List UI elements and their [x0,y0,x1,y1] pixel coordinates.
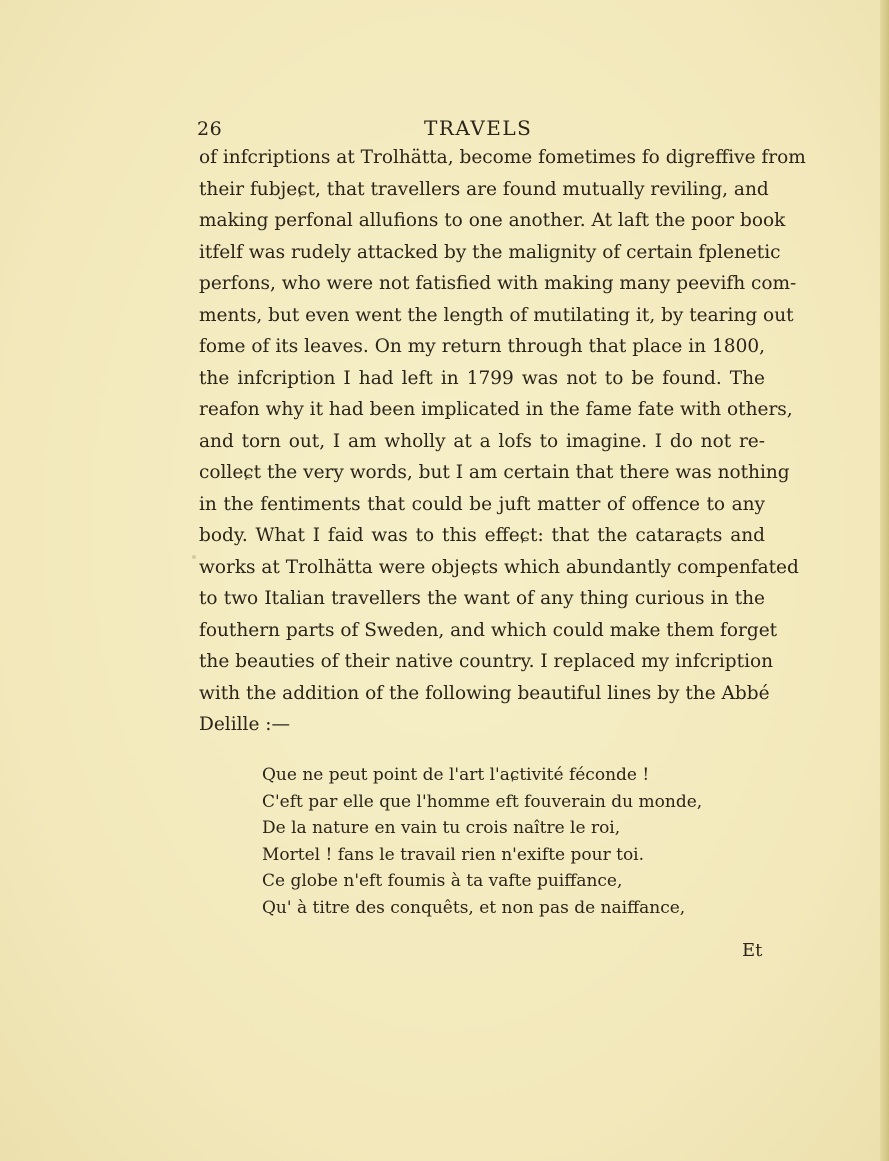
body-line: to two Italian travellers the want of any thing curious in the [199,588,765,609]
page-number: 26 [197,118,223,140]
body-line: works at Trolhätta were objeɕts which abundantly compenfated [199,556,799,578]
body-line: the infcription I had left in 1799 was not to be found. The [199,367,765,389]
body-line: Delille :— [199,714,291,735]
body-line: the beauties of their native country. I replaced my infcription [199,651,774,672]
verse-line: C'eft par elle que l'homme eft fouverain du monde, [262,791,703,812]
body-line: fouthern parts of Sweden, and which could make them forget [199,619,778,641]
paper-speck [192,555,196,559]
body-line: with the addition of the following beautiful lines by the Abbé [199,682,770,704]
page-edge [880,0,889,1161]
verse-line: Mortel ! fans le travail rien n'exifte pour toi. [262,844,645,865]
verse-line: Qu' à titre des conquêts, et non pas de naiffance, [262,897,686,918]
body-line: itfelf was rudely attacked by the malignity of certain fplenetic [199,241,781,263]
page-header [199,116,765,142]
body-line: of infcriptions at Trolhätta, become fometimes fo digreffive from [199,147,806,168]
verse-line: Ce globe n'eft foumis à ta vafte puiffance, [262,871,623,891]
body-line: making perfonal allufions to one another. At laft the poor book [199,210,786,231]
body-line: perfons, who were not fatisfied with making many peevifh com- [199,273,797,294]
verse-line: Que ne peut point de l'art l'aɕtivité féconde ! [262,765,650,785]
verse-quotation [262,762,742,921]
body-line: colleɕt the very words, but I am certain that there was nothing [199,462,790,483]
body-line: body. What I faid was to this effeɕt: that the cataraɕts and [199,525,765,546]
body-line: reafon why it had been implicated in the fame fate with others, [199,399,793,420]
body-line: fome of its leaves. On my return through that place in 1800, [199,336,765,357]
body-paragraph [199,142,806,741]
body-line: their fubjeɕt, that travellers are found mutually reviling, and [199,178,769,200]
verse-line: De la nature en vain tu crois naître le roi, [262,818,621,838]
running-title: TRAVELS [424,116,533,140]
catchword: Et [742,940,763,961]
body-line: ments, but even went the length of mutilating it, by tearing out [199,304,794,326]
body-line: and torn out, I am wholly at a lofs to imagine. I do not re- [199,430,765,452]
body-line: in the fentiments that could be juft matter of offence to any [199,493,765,515]
